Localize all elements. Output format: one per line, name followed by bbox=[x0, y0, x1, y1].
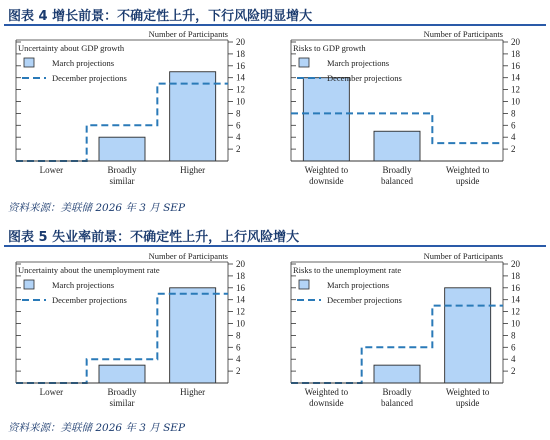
y-tick-label: 12 bbox=[236, 306, 245, 317]
bar-march bbox=[99, 365, 145, 383]
x-tick-label: balanced bbox=[381, 398, 413, 408]
legend-label-march: March projections bbox=[52, 58, 115, 68]
y-tick-label: 2 bbox=[236, 366, 241, 377]
x-tick-label: similar bbox=[109, 398, 135, 408]
y-tick-label: 4 bbox=[236, 354, 241, 365]
figure-4-source: 资料来源：美联储 2026 年 3 月 SEP bbox=[8, 202, 186, 214]
y-tick-label: 4 bbox=[511, 132, 516, 143]
legend-swatch-march bbox=[299, 280, 309, 289]
legend-label-december: December projections bbox=[327, 73, 402, 83]
legend-label-december: December projections bbox=[52, 73, 127, 83]
y-tick-label: 6 bbox=[511, 342, 516, 353]
y-tick-label: 12 bbox=[511, 306, 520, 317]
y-tick-label: 8 bbox=[511, 330, 516, 341]
y-tick-label: 2 bbox=[511, 144, 516, 155]
x-tick-label: Broadly bbox=[382, 387, 412, 397]
x-tick-label: Lower bbox=[39, 387, 64, 397]
y-tick-label: 10 bbox=[236, 96, 245, 107]
y-tick-label: 16 bbox=[236, 282, 245, 293]
y-axis-label: Number of Participants bbox=[148, 29, 228, 39]
legend-swatch-march bbox=[299, 58, 309, 67]
x-tick-label: Broadly bbox=[107, 387, 137, 397]
y-tick-label: 16 bbox=[236, 60, 245, 71]
y-tick-label: 2 bbox=[236, 144, 241, 155]
y-tick-label: 14 bbox=[511, 72, 520, 83]
legend-label-march: March projections bbox=[327, 58, 390, 68]
bar-march bbox=[303, 78, 349, 161]
legend-swatch-march bbox=[24, 280, 34, 289]
y-tick-label: 12 bbox=[511, 84, 520, 95]
chart-gdp-uncertainty bbox=[0, 28, 272, 196]
y-tick-label: 14 bbox=[236, 72, 245, 83]
x-tick-label: downside bbox=[309, 176, 344, 186]
chart-unemployment-risks bbox=[275, 250, 547, 418]
y-axis-label: Number of Participants bbox=[423, 251, 503, 261]
y-tick-label: 4 bbox=[236, 132, 241, 143]
y-tick-label: 18 bbox=[236, 48, 245, 59]
chart-unemployment-uncertainty bbox=[0, 250, 272, 418]
bar-march bbox=[99, 137, 145, 161]
y-tick-label: 18 bbox=[511, 48, 520, 59]
figure-5-source: 资料来源：美联储 2026 年 3 月 SEP bbox=[8, 422, 186, 434]
y-axis-label: Number of Participants bbox=[423, 29, 503, 39]
x-tick-label: Broadly bbox=[107, 165, 137, 175]
y-tick-label: 8 bbox=[511, 108, 516, 119]
y-tick-label: 16 bbox=[511, 60, 520, 71]
y-tick-label: 20 bbox=[511, 37, 520, 47]
legend-label-march: March projections bbox=[327, 280, 390, 290]
legend-label-march: March projections bbox=[52, 280, 115, 290]
bar-march bbox=[170, 72, 216, 161]
figure-4-title-rule bbox=[4, 24, 546, 26]
y-tick-label: 2 bbox=[511, 366, 516, 377]
y-tick-label: 20 bbox=[236, 259, 245, 269]
legend-label-december: December projections bbox=[327, 295, 402, 305]
x-tick-label: upside bbox=[455, 176, 480, 186]
y-tick-label: 6 bbox=[511, 120, 516, 131]
y-tick-label: 18 bbox=[511, 270, 520, 281]
y-tick-label: 14 bbox=[511, 294, 520, 305]
bar-march bbox=[170, 288, 216, 383]
x-tick-label: Weighted to bbox=[445, 165, 490, 175]
x-tick-label: balanced bbox=[381, 176, 413, 186]
y-tick-label: 20 bbox=[236, 37, 245, 47]
legend-label-december: December projections bbox=[52, 295, 127, 305]
bar-march bbox=[374, 131, 420, 161]
y-tick-label: 8 bbox=[236, 108, 241, 119]
x-tick-label: downside bbox=[309, 398, 344, 408]
y-tick-label: 20 bbox=[511, 259, 520, 269]
x-tick-label: Broadly bbox=[382, 165, 412, 175]
y-tick-label: 18 bbox=[236, 270, 245, 281]
y-tick-label: 8 bbox=[236, 330, 241, 341]
figure-4-title: 图表 4 增长前景：不确定性上升，下行风险明显增大 bbox=[8, 9, 313, 24]
x-tick-label: Lower bbox=[39, 165, 64, 175]
y-tick-label: 10 bbox=[511, 318, 520, 329]
figure-5-title-rule bbox=[4, 245, 546, 247]
x-tick-label: upside bbox=[455, 398, 480, 408]
legend-swatch-march bbox=[24, 58, 34, 67]
figure-5-title: 图表 5 失业率前景：不确定性上升，上行风险增大 bbox=[8, 230, 300, 245]
panel-title: Risks to the unemployment rate bbox=[293, 265, 402, 275]
x-tick-label: Weighted to bbox=[304, 165, 349, 175]
bar-march bbox=[374, 365, 420, 383]
y-tick-label: 4 bbox=[511, 354, 516, 365]
y-tick-label: 14 bbox=[236, 294, 245, 305]
panel-title: Uncertainty about the unemployment rate bbox=[18, 265, 160, 275]
x-tick-label: Weighted to bbox=[304, 387, 349, 397]
chart-gdp-risks bbox=[275, 28, 547, 196]
x-tick-label: Higher bbox=[180, 165, 206, 175]
bar-march bbox=[445, 288, 491, 383]
y-tick-label: 10 bbox=[236, 318, 245, 329]
panel-title: Risks to GDP growth bbox=[293, 43, 366, 53]
x-tick-label: Weighted to bbox=[445, 387, 490, 397]
y-tick-label: 10 bbox=[511, 96, 520, 107]
x-tick-label: Higher bbox=[180, 387, 206, 397]
y-axis-label: Number of Participants bbox=[148, 251, 228, 261]
panel-title: Uncertainty about GDP growth bbox=[18, 43, 125, 53]
y-tick-label: 6 bbox=[236, 120, 241, 131]
y-tick-label: 16 bbox=[511, 282, 520, 293]
x-tick-label: similar bbox=[109, 176, 135, 186]
y-tick-label: 6 bbox=[236, 342, 241, 353]
y-tick-label: 12 bbox=[236, 84, 245, 95]
